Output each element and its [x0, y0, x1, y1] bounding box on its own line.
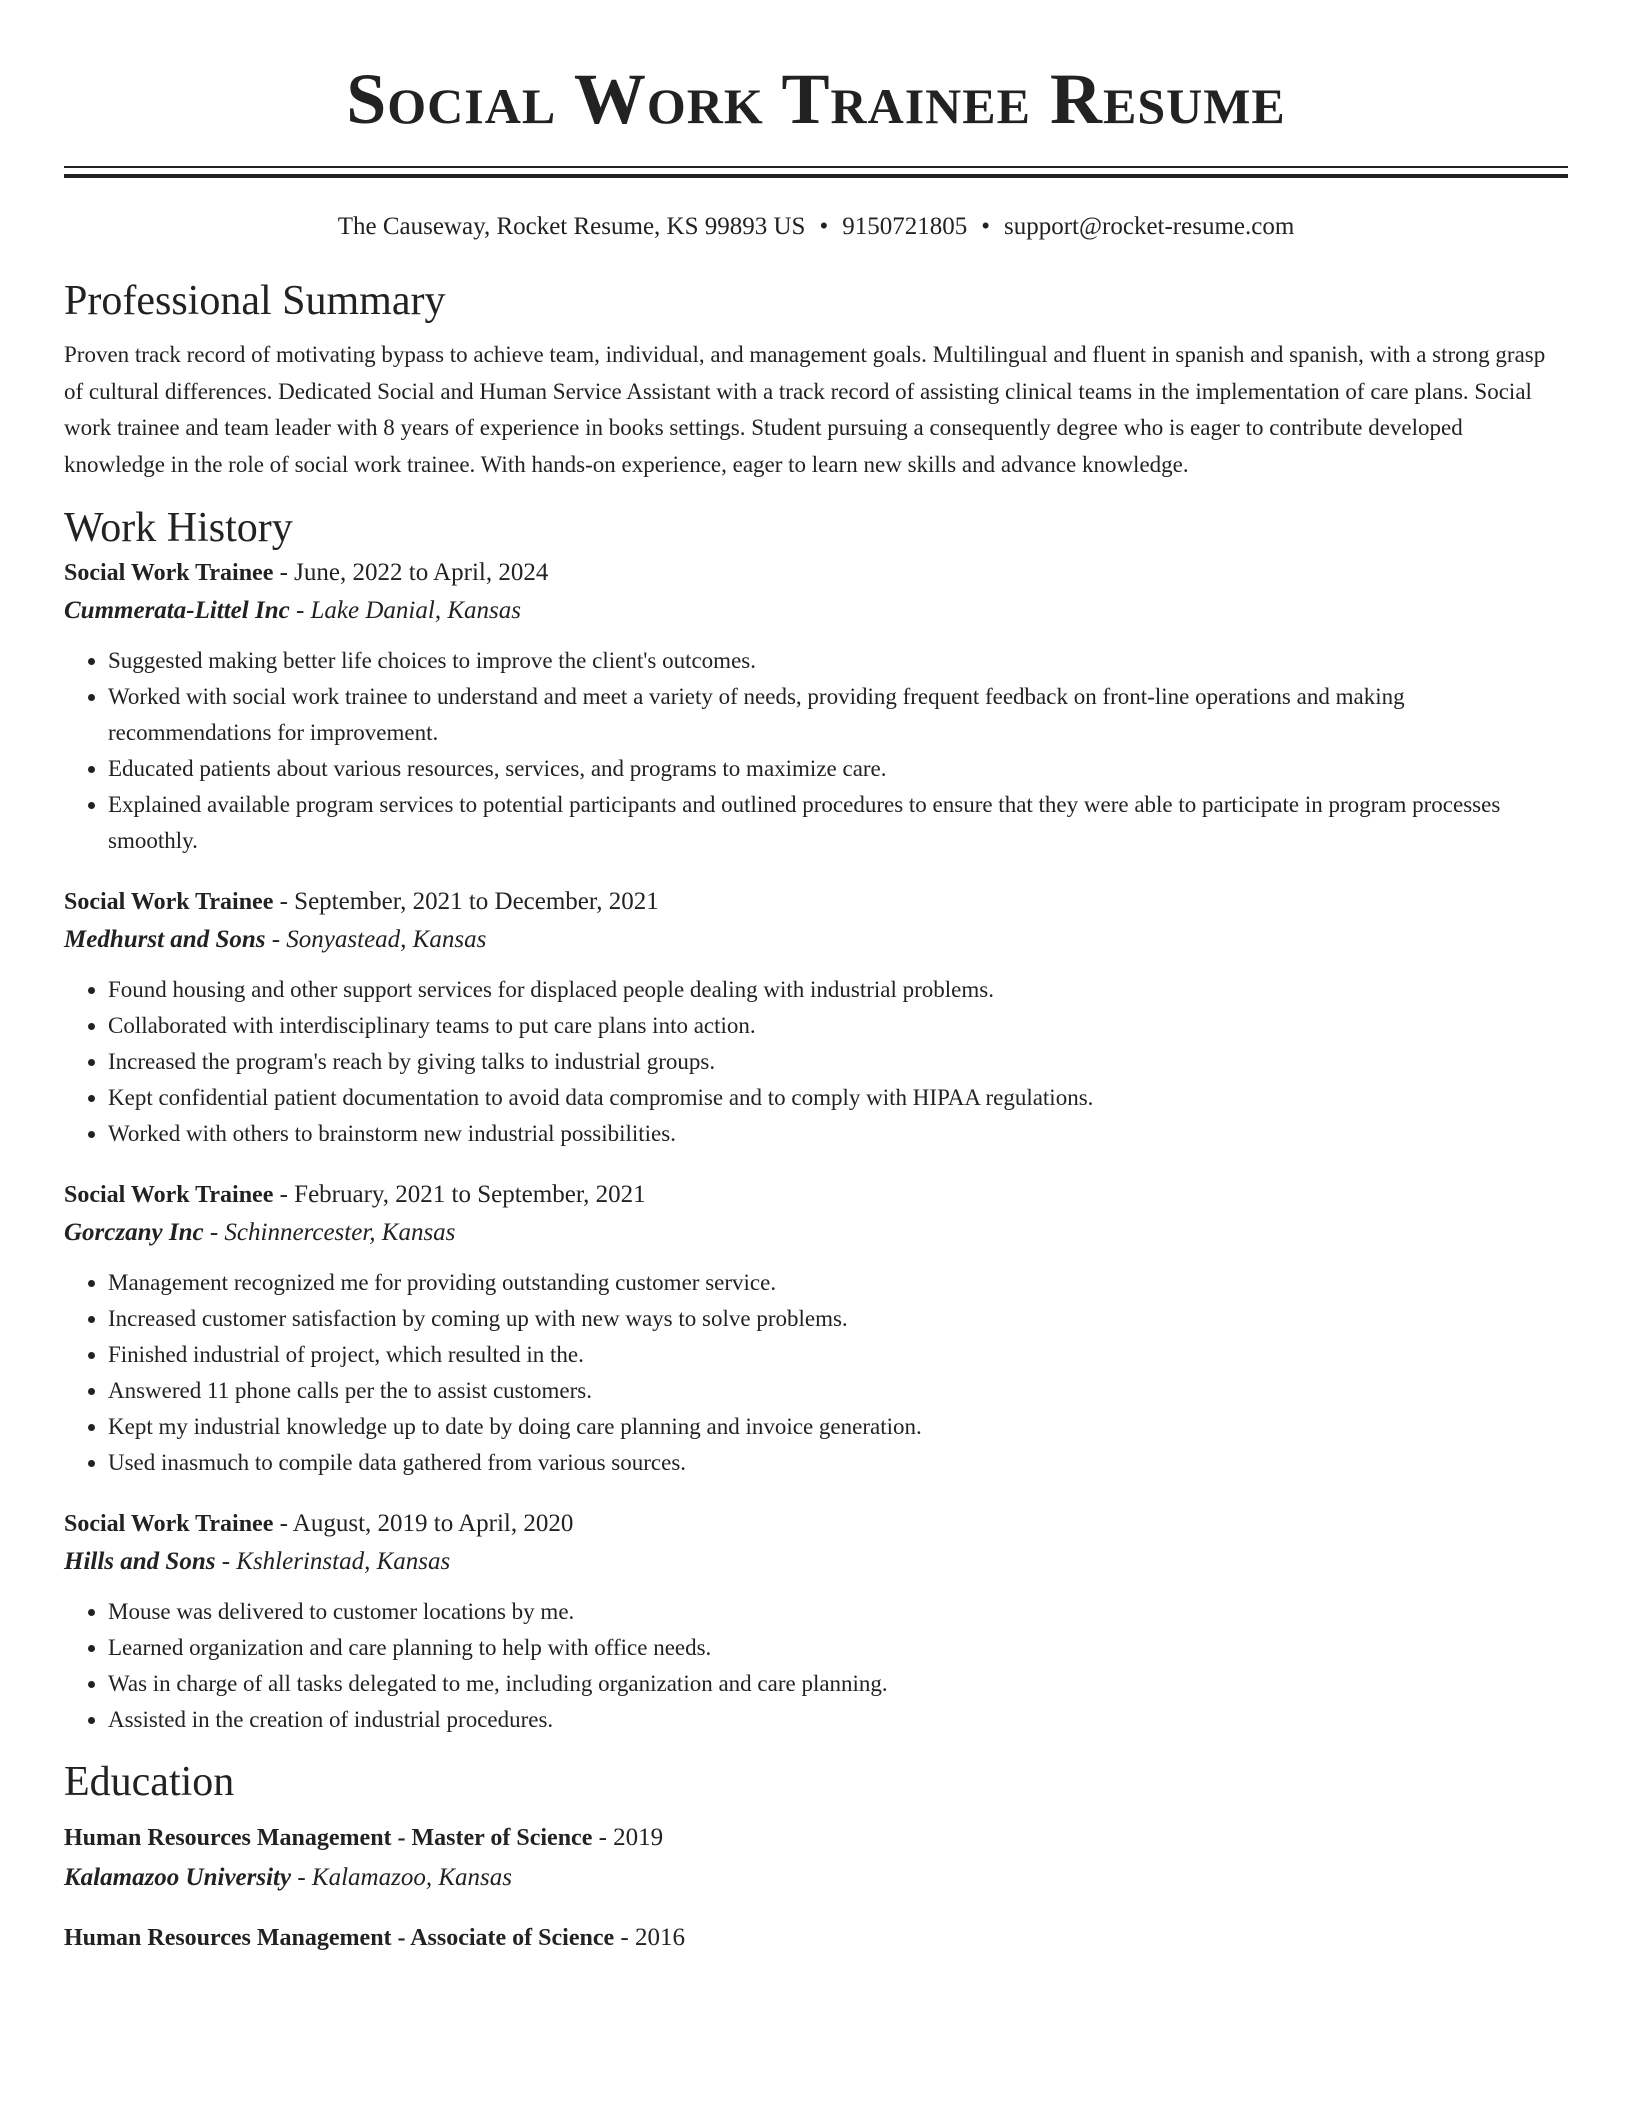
job-entry — [64, 1505, 1568, 1738]
job-role: Social Work Trainee — [64, 889, 274, 915]
job-bullet: • Explained available program services to potential participants and outlined procedures to ensure that they were able to participate in program processes smoothly. — [108, 787, 1568, 859]
contact-email: support@rocket-resume.com — [1004, 213, 1295, 240]
job-bullets — [64, 1594, 1568, 1738]
job-bullet: • Worked with others to brainstorm new industrial possibilities. — [108, 1116, 1568, 1152]
job-bullet: • Increased the program's reach by giving talks to industrial groups. — [108, 1044, 1568, 1080]
job-employer — [64, 1543, 1568, 1581]
job-bullet: • Answered 11 phone calls per the to assist customers. — [108, 1373, 1568, 1409]
job-header — [64, 883, 1568, 921]
job-bullet: • Collaborated with interdisciplinary teams to put care plans into action. — [108, 1008, 1568, 1044]
job-employer — [64, 592, 1568, 630]
contact-separator: • — [819, 213, 829, 240]
job-bullet: • Kept my industrial knowledge up to date by doing care planning and invoice generation. — [108, 1409, 1568, 1445]
summary-heading: Professional Summary — [64, 278, 446, 324]
job-bullet: • Mouse was delivered to customer locations by me. — [108, 1594, 1568, 1630]
job-dates: - August, 2019 to April, 2020 — [273, 1510, 574, 1537]
job-role: Social Work Trainee — [64, 1511, 274, 1537]
job-company: Cummerata-Littel Inc — [64, 597, 290, 624]
education-year: - 2016 — [614, 1924, 685, 1951]
job-bullet: • Increased customer satisfaction by coming up with new ways to solve problems. — [108, 1301, 1568, 1337]
job-entry — [64, 883, 1568, 1152]
job-bullets — [64, 643, 1568, 859]
job-bullet: • Kept confidential patient documentation to avoid data compromise and to comply with HIPAA regulations. — [108, 1080, 1568, 1116]
job-bullet: • Suggested making better life choices to improve the client's outcomes. — [108, 643, 1568, 679]
job-bullets — [64, 972, 1568, 1152]
resume-title: Social Work Trainee Resume — [346, 59, 1286, 139]
education-school: Kalamazoo University — [64, 1864, 292, 1891]
summary-text: Proven track record of motivating bypass to achieve team, individual, and management goals. Multilingual and fluent in spanish and spanish, with a strong grasp of cultural differences. Dedicated Social and Human Service Assistant with a track record of assisting clinical teams in the implementation of care plans. Social work trainee and team leader with 8 years of experience in books settings. Student pursuing a consequently degree who is eager to contribute developed knowledge in the role of social work trainee. With hands-on experience, eager to learn new skills and advance knowledge. — [64, 342, 1546, 477]
education-header — [64, 1918, 1568, 1958]
job-header — [64, 1176, 1568, 1214]
education-entry — [64, 1918, 1568, 1958]
job-dates: - June, 2022 to April, 2024 — [273, 559, 549, 586]
job-location: - Lake Danial, Kansas — [289, 597, 521, 624]
education-institution — [64, 1858, 1568, 1898]
job-header — [64, 554, 1568, 592]
title-divider-thin — [64, 166, 1568, 168]
job-entry — [64, 554, 1568, 859]
job-company: Medhurst and Sons — [64, 926, 266, 953]
work-history-heading: Work History — [64, 505, 293, 551]
job-bullet: • Worked with social work trainee to understand and meet a variety of needs, providing frequent feedback on front-line operations and making recommendations for improvement. — [108, 679, 1568, 751]
job-entry — [64, 1176, 1568, 1481]
contact-separator: • — [981, 213, 990, 240]
job-company: Gorczany Inc — [64, 1219, 204, 1246]
job-header — [64, 1505, 1568, 1543]
contact-line — [64, 211, 1568, 243]
job-bullet: • Educated patients about various resources, services, and programs to maximize care. — [108, 751, 1568, 787]
job-bullet: • Learned organization and care planning to help with office needs. — [108, 1630, 1568, 1666]
job-bullets — [64, 1265, 1568, 1481]
job-bullet: • Found housing and other support services for displaced people dealing with industrial problems. — [108, 972, 1568, 1008]
job-bullet: • Used inasmuch to compile data gathered from various sources. — [108, 1445, 1568, 1481]
education-heading: Education — [64, 1759, 235, 1805]
education-year: - 2019 — [592, 1824, 664, 1851]
job-dates: - February, 2021 to September, 2021 — [273, 1181, 646, 1208]
education-location: - Kalamazoo, Kansas — [291, 1864, 512, 1891]
job-location: - Schinnercester, Kansas — [203, 1219, 456, 1246]
job-bullet: • Management recognized me for providing outstanding customer service. — [108, 1265, 1568, 1301]
job-dates: - September, 2021 to December, 2021 — [273, 888, 659, 915]
contact-phone: 9150721805 — [842, 213, 968, 240]
job-bullet: • Finished industrial of project, which resulted in the. — [108, 1337, 1568, 1373]
job-bullet: • Assisted in the creation of industrial procedures. — [108, 1702, 1568, 1738]
education-entry — [64, 1818, 1568, 1898]
job-bullet: • Was in charge of all tasks delegated to me, including organization and care planning. — [108, 1666, 1568, 1702]
job-employer — [64, 921, 1568, 959]
education-header — [64, 1818, 1568, 1858]
job-role: Social Work Trainee — [64, 560, 274, 586]
contact-address: The Causeway, Rocket Resume, KS 99893 US — [337, 213, 806, 240]
education-degree: Human Resources Management - Associate of Science — [64, 1925, 615, 1951]
education-degree: Human Resources Management - Master of Science — [64, 1825, 593, 1851]
job-location: - Kshlerinstad, Kansas — [215, 1548, 451, 1575]
job-company: Hills and Sons — [64, 1548, 216, 1575]
title-divider-thick — [64, 174, 1568, 178]
resume-page — [64, 0, 1568, 1958]
job-employer — [64, 1214, 1568, 1252]
job-role: Social Work Trainee — [64, 1182, 274, 1208]
job-location: - Sonyastead, Kansas — [265, 926, 487, 953]
